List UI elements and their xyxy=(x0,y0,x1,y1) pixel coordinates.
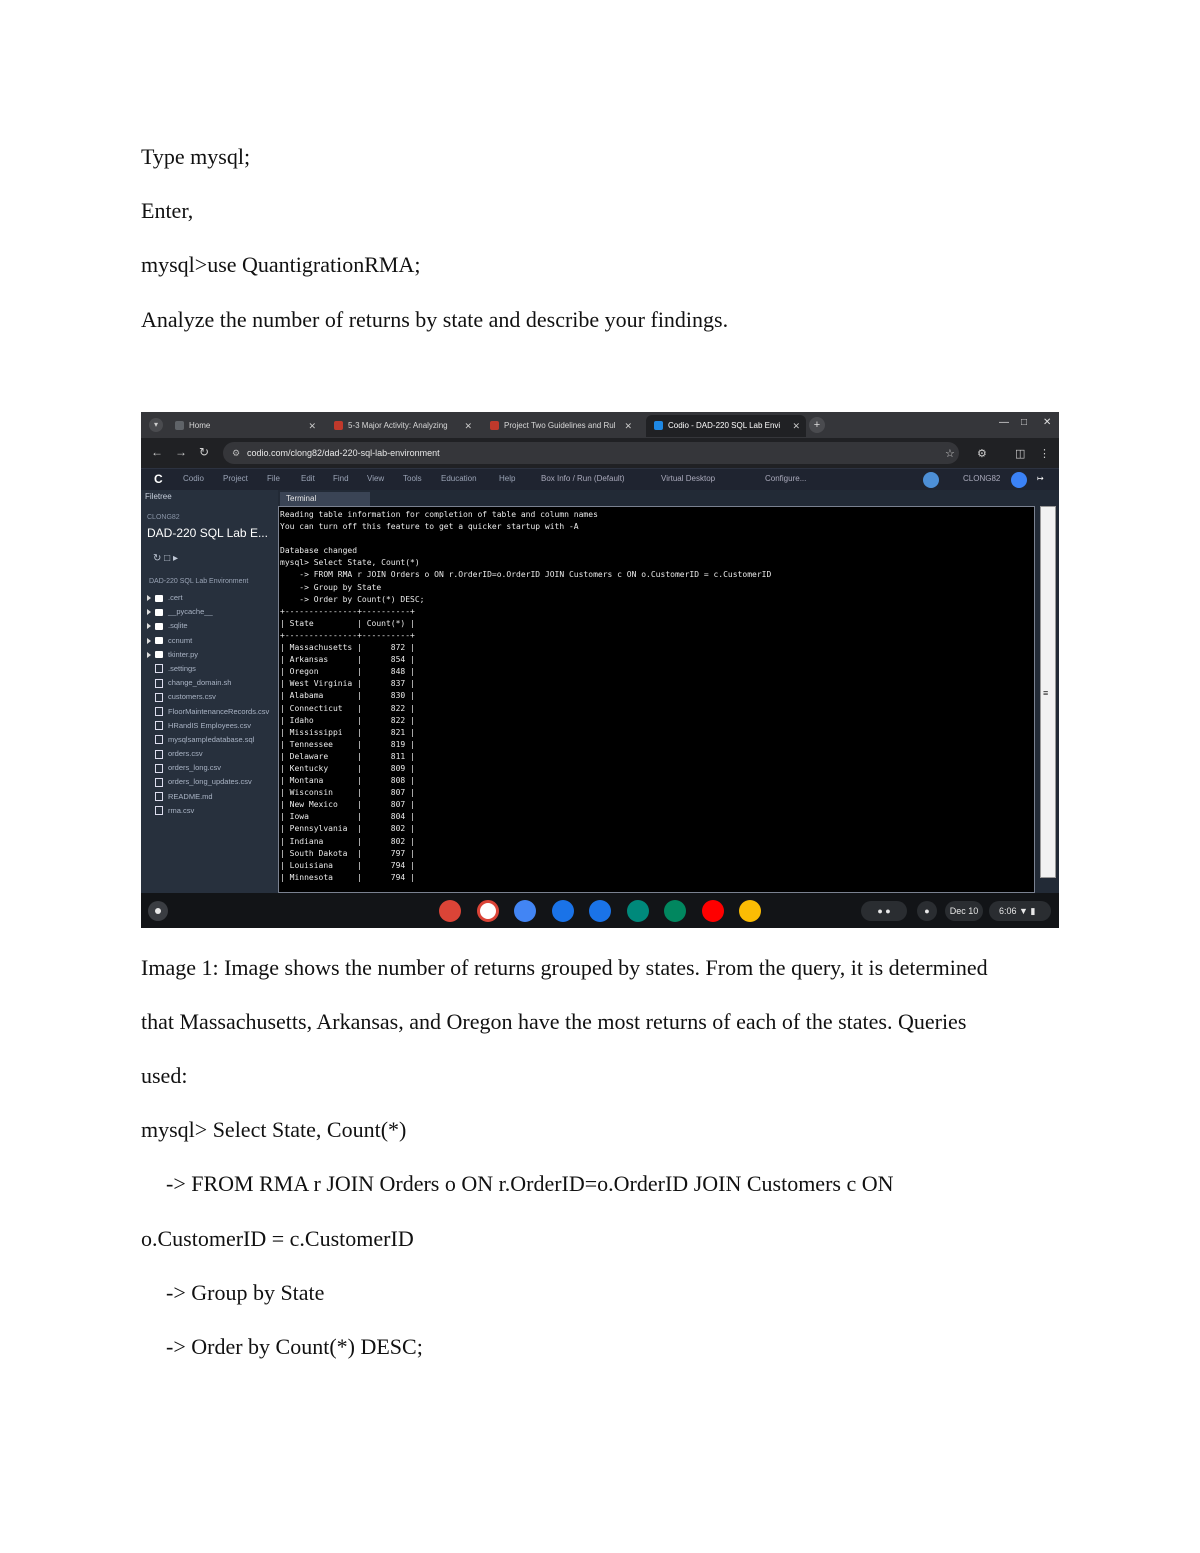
tree-label: orders_long_updates.csv xyxy=(168,777,252,787)
sidebar-tools[interactable]: ↻ □ ▸ xyxy=(153,553,178,564)
launcher-icon[interactable] xyxy=(148,901,168,921)
tree-file[interactable] xyxy=(147,761,277,775)
tree-file[interactable] xyxy=(147,676,277,690)
folder-icon xyxy=(155,651,163,658)
terminal-tab[interactable]: Terminal xyxy=(280,492,370,506)
expand-arrow-icon[interactable] xyxy=(147,638,151,644)
terminal-line: | Indiana | 802 | xyxy=(280,836,415,846)
tree-label: orders_long.csv xyxy=(168,763,221,773)
tree-label: README.md xyxy=(168,791,213,801)
expand-arrow-icon[interactable] xyxy=(147,595,151,601)
run-dropdown[interactable]: Box Info / Run (Default) xyxy=(541,474,625,483)
terminal-line: | Oregon | 848 | xyxy=(280,667,415,677)
tray-pill[interactable]: ● ● xyxy=(861,901,907,921)
terminal-line: | Arkansas | 854 | xyxy=(280,655,415,665)
tree-label: FloorMaintenanceRecords.csv xyxy=(168,706,270,716)
tree-file[interactable] xyxy=(147,705,277,719)
tree-file[interactable] xyxy=(147,690,277,704)
resize-grip-icon[interactable]: ≡ xyxy=(1043,688,1049,698)
reload-icon[interactable]: ↻ xyxy=(199,445,210,459)
close-icon[interactable]: ✕ xyxy=(624,421,632,431)
back-icon[interactable]: ← xyxy=(151,445,163,459)
file-icon xyxy=(155,764,163,773)
messages-app-icon[interactable] xyxy=(589,900,611,922)
tree-file[interactable] xyxy=(147,790,277,804)
gmail-app-icon[interactable] xyxy=(477,900,499,922)
terminal-line: mysql> Select State, Count(*) xyxy=(280,558,420,568)
terminal-line: | Iowa | 804 | xyxy=(280,812,415,822)
logout-icon[interactable]: ↦ xyxy=(1037,474,1044,483)
chrome-menu-icon[interactable]: ⋮ xyxy=(1039,448,1050,460)
menu-project[interactable]: Project xyxy=(223,474,248,483)
file-icon xyxy=(155,735,163,744)
terminal-line: | Mississippi | 821 | xyxy=(280,727,415,737)
forward-icon[interactable]: → xyxy=(175,445,187,459)
tree-label: rma.csv xyxy=(168,805,195,815)
menu-find[interactable]: Find xyxy=(333,474,349,483)
time-label: 6:06 xyxy=(999,906,1017,916)
tree-label: ccnumt xyxy=(168,635,193,645)
folder-icon xyxy=(155,623,163,630)
terminal-line: | Montana | 808 | xyxy=(280,776,415,786)
sidebar-user: CLONG82 xyxy=(147,514,180,521)
tab-home[interactable] xyxy=(167,415,322,437)
files-app-icon[interactable] xyxy=(552,900,574,922)
tab-label: Codio - DAD-220 SQL Lab Envi xyxy=(668,421,781,430)
tree-file[interactable] xyxy=(147,719,277,733)
terminal-line: | New Mexico | 807 | xyxy=(280,800,415,810)
tab-label: Project Two Guidelines and Rul xyxy=(504,421,616,430)
doc-line-enter: Enter, xyxy=(141,198,194,223)
tab-label: Home xyxy=(189,421,211,430)
tab-search-icon[interactable]: ▾ xyxy=(149,418,163,432)
terminal-line: | Idaho | 822 | xyxy=(280,715,415,725)
query-line-from: -> FROM RMA r JOIN Orders o ON r.OrderID=o.OrderID JOIN Customers c ON xyxy=(166,1171,894,1196)
doc-line-analyze: Analyze the number of returns by state and describe your findings. xyxy=(141,307,729,332)
tree-folder[interactable] xyxy=(147,634,277,648)
terminal-output[interactable] xyxy=(278,506,1035,893)
terminal-line: | Delaware | 811 | xyxy=(280,751,415,761)
tree-folder[interactable] xyxy=(147,619,277,633)
file-icon xyxy=(155,792,163,801)
terminal-line: | Massachusetts | 872 | xyxy=(280,643,415,653)
menu-help[interactable]: Help xyxy=(499,474,516,483)
tab-project-two[interactable] xyxy=(482,415,638,437)
snhu-favicon-icon xyxy=(490,421,499,430)
power-icon[interactable] xyxy=(1011,472,1027,488)
virtual-desktop-dropdown[interactable]: Virtual Desktop xyxy=(661,474,716,483)
terminal-line: | South Dakota | 797 | xyxy=(280,848,415,858)
site-info-icon: ⚙ xyxy=(232,448,241,458)
terminal-line: | Minnesota | 794 | xyxy=(280,872,415,882)
close-icon[interactable]: ✕ xyxy=(792,421,800,431)
menu-codio[interactable]: Codio xyxy=(183,474,204,483)
file-icon xyxy=(155,778,163,787)
tree-label: __pycache__ xyxy=(168,607,213,617)
menu-file[interactable]: File xyxy=(267,474,280,483)
terminal-line: -> Order by Count(*) DESC; xyxy=(280,594,425,604)
tree-root[interactable]: DAD-220 SQL Lab Environment xyxy=(149,578,249,585)
menu-education[interactable]: Education xyxy=(441,474,477,483)
query-line-select: mysql> Select State, Count(*) xyxy=(141,1117,407,1142)
tab-major-activity[interactable] xyxy=(326,415,478,437)
file-icon xyxy=(155,664,163,673)
terminal-line: | Connecticut | 822 | xyxy=(280,703,415,713)
folder-icon xyxy=(155,609,163,616)
tree-folder[interactable] xyxy=(147,648,277,662)
terminal-line: | West Virginia | 837 | xyxy=(280,679,415,689)
restore-icon[interactable]: □ xyxy=(1021,417,1028,428)
wifi-icon: ▼ xyxy=(1019,906,1028,916)
terminal-line: -> FROM RMA r JOIN Orders o ON r.OrderID=o.OrderID JOIN Customers c ON o.CustomerID = c.CustomerID xyxy=(280,570,772,580)
history-icon[interactable] xyxy=(923,472,939,488)
doc-line-type-mysql: Type mysql; xyxy=(141,144,251,169)
extensions-icon[interactable]: ⚙ xyxy=(977,448,987,460)
date-label[interactable]: Dec 10 xyxy=(945,901,983,921)
tab-label: 5-3 Major Activity: Analyzing xyxy=(348,421,448,430)
chromeos-shelf xyxy=(141,893,1059,928)
terminal-scrollbar[interactable] xyxy=(1040,506,1056,878)
close-icon[interactable]: ✕ xyxy=(308,421,316,431)
photos-app-icon[interactable] xyxy=(739,900,761,922)
terminal-line: Database changed xyxy=(280,546,358,556)
doc-line-use-db: mysql>use QuantigrationRMA; xyxy=(141,252,421,277)
terminal-line: You can turn off this feature to get a quicker startup with -A xyxy=(280,522,579,532)
file-icon xyxy=(155,721,163,730)
codio-favicon-icon xyxy=(654,421,663,430)
file-icon xyxy=(155,707,163,716)
query-line-group: -> Group by State xyxy=(166,1280,325,1305)
tree-label: .cert xyxy=(168,593,183,602)
terminal-line: Reading table information for completion of table and column names xyxy=(280,510,598,519)
configure-dropdown[interactable]: Configure... xyxy=(765,474,807,483)
tree-folder[interactable] xyxy=(147,591,277,605)
terminal-panel xyxy=(278,490,1059,893)
tree-label: tkinter.py xyxy=(168,649,199,659)
terminal-line: +---------------+----------+ xyxy=(280,606,415,616)
terminal-line: | Louisiana | 794 | xyxy=(280,860,415,870)
terminal-line: | Alabama | 830 | xyxy=(280,691,415,701)
tray-settings-icon[interactable]: ● xyxy=(917,901,937,921)
tree-label: .settings xyxy=(168,663,196,673)
side-panel-icon[interactable]: ◫ xyxy=(1015,448,1026,460)
codio-logo: C xyxy=(154,472,163,486)
play-store-app-icon[interactable] xyxy=(664,900,686,922)
file-icon xyxy=(155,806,163,815)
tab-codio[interactable] xyxy=(646,415,806,437)
caption-line-1: Image 1: Image shows the number of returns grouped by states. From the query, it is determined xyxy=(141,955,988,980)
expand-arrow-icon[interactable] xyxy=(147,609,151,615)
tree-label: change_domain.sh xyxy=(168,678,232,688)
user-label: CLONG82 xyxy=(963,474,1001,483)
tree-file[interactable] xyxy=(147,775,277,789)
calendar-app-icon[interactable] xyxy=(514,900,536,922)
codio-menu-bar xyxy=(141,468,1059,491)
chrome-app-icon[interactable] xyxy=(439,900,461,922)
url-text: codio.com/clong82/dad-220-sql-lab-environment xyxy=(247,448,440,458)
terminal-line: | Tennessee | 819 | xyxy=(280,739,415,749)
window-close-icon[interactable]: ✕ xyxy=(1043,417,1052,428)
query-line-order: -> Order by Count(*) DESC; xyxy=(166,1334,423,1359)
tree-file[interactable] xyxy=(147,747,277,761)
file-tree-sidebar xyxy=(141,490,278,893)
terminal-line: +---------------+----------+ xyxy=(280,630,415,640)
tree-label: customers.csv xyxy=(168,692,216,702)
tree-label: HRandIS Employees.csv xyxy=(168,720,251,730)
caption-line-2: that Massachusetts, Arkansas, and Oregon have the most returns of each of the states. Queries xyxy=(141,1009,967,1034)
terminal-line xyxy=(280,533,1034,545)
new-tab-button[interactable]: + xyxy=(809,417,825,433)
tree-label: mysqlsampledatabase.sql xyxy=(168,734,255,744)
expand-arrow-icon[interactable] xyxy=(147,623,151,629)
file-tree xyxy=(147,591,277,818)
address-bar-row xyxy=(141,438,1059,468)
tree-file[interactable] xyxy=(147,662,277,676)
minimize-icon[interactable]: — xyxy=(999,417,1009,428)
menu-tools[interactable]: Tools xyxy=(403,474,422,483)
tree-folder[interactable] xyxy=(147,605,277,619)
tree-file[interactable] xyxy=(147,804,277,818)
folder-icon xyxy=(155,637,163,644)
menu-view[interactable]: View xyxy=(367,474,385,483)
home-favicon-icon xyxy=(175,421,184,430)
browser-tab-bar xyxy=(141,412,1059,438)
meet-app-icon[interactable] xyxy=(627,900,649,922)
tree-label: orders.csv xyxy=(168,749,203,759)
caption-line-3: used: xyxy=(141,1063,188,1088)
terminal-line: | Kentucky | 809 | xyxy=(280,763,415,773)
terminal-line: | Wisconsin | 807 | xyxy=(280,788,415,798)
snhu-favicon-icon xyxy=(334,421,343,430)
terminal-line: | Pennsylvania | 802 | xyxy=(280,824,415,834)
url-input[interactable] xyxy=(223,442,959,464)
tree-file[interactable] xyxy=(147,733,277,747)
file-icon xyxy=(155,679,163,688)
file-icon xyxy=(155,750,163,759)
close-icon[interactable]: ✕ xyxy=(464,421,472,431)
filetree-tab[interactable]: Filetree xyxy=(145,492,172,501)
folder-icon xyxy=(155,595,163,602)
status-tray[interactable] xyxy=(989,901,1051,921)
terminal-line: | State | Count(*) | xyxy=(280,618,415,628)
file-icon xyxy=(155,693,163,702)
embedded-screenshot xyxy=(141,412,1059,928)
project-title: DAD-220 SQL Lab E... xyxy=(147,526,268,540)
menu-edit[interactable]: Edit xyxy=(301,474,315,483)
query-line-on: o.CustomerID = c.CustomerID xyxy=(141,1226,414,1251)
battery-icon: ▮ xyxy=(1030,906,1036,916)
tree-label: .sqlite xyxy=(168,621,188,631)
expand-arrow-icon[interactable] xyxy=(147,652,151,658)
youtube-app-icon[interactable] xyxy=(702,900,724,922)
bookmark-star-icon[interactable]: ☆ xyxy=(945,448,955,460)
terminal-line: -> Group by State xyxy=(280,582,382,592)
